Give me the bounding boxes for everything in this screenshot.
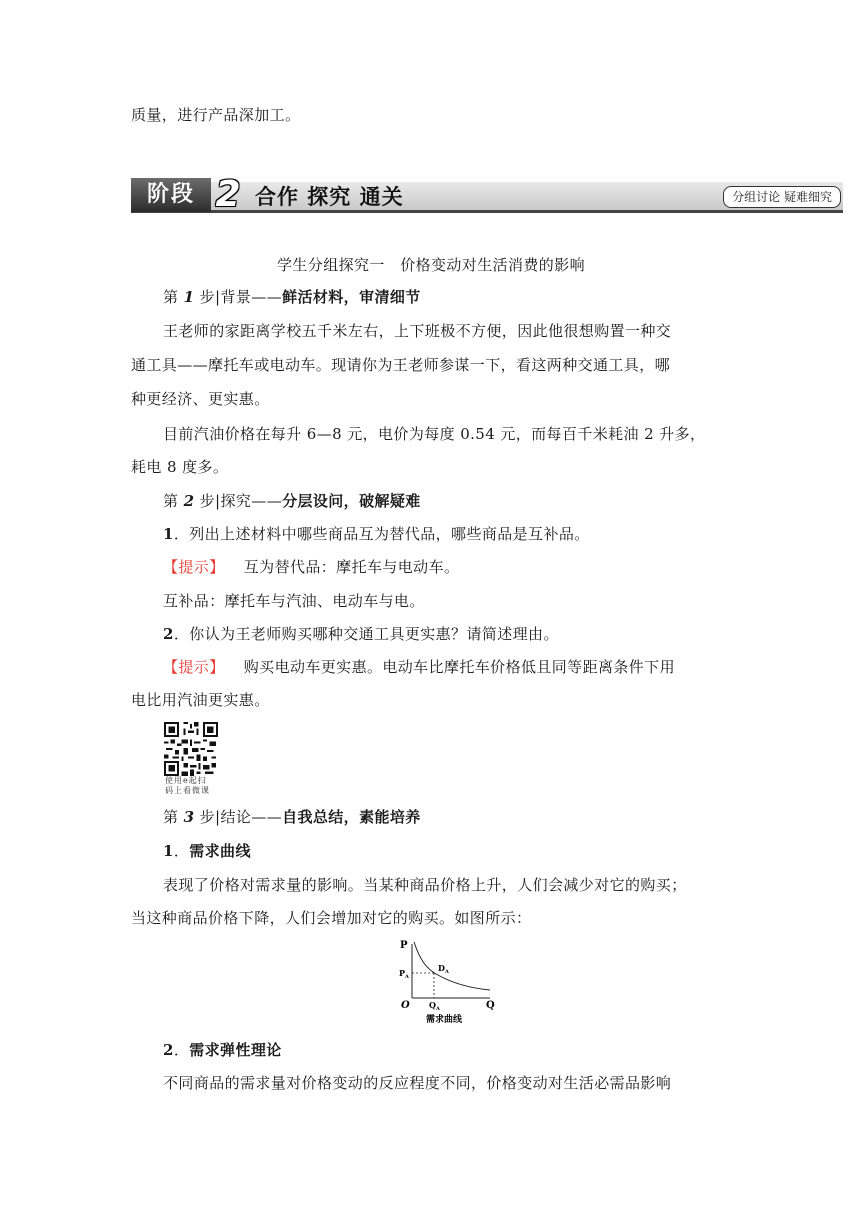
step3-heading: [163, 806, 421, 828]
step2-number: 2: [183, 492, 195, 510]
subsection-2-heading: 2．需求弹性理论: [163, 1041, 282, 1059]
step1-suffix: 步|背景——: [199, 288, 283, 306]
para2-line1: 目前汽油价格在每升 6—8 元，电价为每度 0.54 元，而每百千米耗油 2 升多，: [163, 425, 706, 443]
question-1-text: 列出上述材料中哪些商品互为替代品，哪些商品是互补品。: [189, 525, 590, 543]
step2-heading: [163, 490, 421, 512]
x-axis-label: Q: [486, 1000, 495, 1011]
answer-1-line1: 互为替代品：摩托车与电动车。: [243, 558, 460, 576]
demand-curve-chart: [398, 938, 498, 1028]
step3-title: 自我总结，素能培养: [282, 808, 421, 826]
intro-paragraph: 质量，进行产品深加工。: [131, 106, 301, 124]
hint-label: 【提示】: [163, 658, 225, 676]
stage-number: 2: [215, 174, 241, 215]
answer-1-line2: 互补品：摩托车与汽油、电动车与电。: [163, 592, 425, 610]
para1-line1: 王老师的家距离学校五千米左右，上下班极不方便，因此他很想购置一种交: [163, 322, 672, 340]
point-label: $D_A$: [438, 963, 449, 975]
subsection-1-number: 1: [163, 842, 174, 860]
qr-caption: [165, 776, 225, 796]
para4-line1: 不同商品的需求量对价格变动的反应程度不同，价格变动对生活必需品影响: [163, 1074, 672, 1092]
stage-banner: [131, 174, 843, 215]
stage-title: 合作 探究 通关: [255, 185, 404, 209]
qr-code-icon[interactable]: [164, 722, 218, 776]
answer-2: [163, 656, 675, 678]
qr-caption-line1: 使用e起扫: [165, 776, 207, 785]
quantity-label: $Q_A$: [429, 1000, 440, 1012]
answer-2-line1: 购买电动车更实惠。电动车比摩托车价格低且同等距离条件下用: [243, 658, 675, 676]
para2-line2: 耗电 8 度多。: [131, 458, 229, 476]
step1-number: 1: [183, 288, 195, 306]
hint-label: 【提示】: [163, 558, 225, 576]
subsection-2-title: 需求弹性理论: [189, 1041, 282, 1059]
y-axis-label: P: [400, 940, 408, 951]
para1-line2: 通工具——摩托车或电动车。现请你为王老师参谋一下，看这两种交通工具，哪: [131, 356, 671, 374]
step1-prefix: 第: [163, 288, 179, 306]
question-2-number: 2: [163, 625, 174, 643]
subsection-2-number: 2: [163, 1041, 174, 1059]
origin-label: O: [401, 1000, 410, 1011]
demand-curve: [414, 942, 490, 990]
step3-suffix: 步|结论——: [199, 808, 283, 826]
answer-2-line2: 电比用汽油更实惠。: [131, 691, 270, 709]
para3-line1: 表现了价格对需求量的影响。当某种商品价格上升，人们会减少对它的购买；: [163, 876, 687, 894]
stage-tag: 分组讨论 疑难细究: [723, 186, 841, 208]
step3-prefix: 第: [163, 808, 179, 826]
question-2-text: 你认为王老师购买哪种交通工具更实惠？请简述理由。: [189, 625, 559, 643]
question-1-number: 1: [163, 525, 174, 543]
step2-prefix: 第: [163, 492, 179, 510]
step2-title: 分层设问，破解疑难: [282, 492, 421, 510]
step1-heading: [163, 286, 421, 308]
section-title: 学生分组探究一 价格变动对生活消费的影响: [277, 256, 586, 274]
answer-1: [163, 556, 459, 578]
subsection-1-title: 需求曲线: [189, 842, 251, 860]
question-1: 1．列出上述材料中哪些商品互为替代品，哪些商品是互补品。: [163, 525, 590, 543]
subsection-1-heading: 1．需求曲线: [163, 842, 251, 860]
para1-line3: 种更经济、更实惠。: [131, 390, 270, 408]
price-label: $P_A$: [399, 968, 409, 980]
chart-title: 需求曲线: [426, 1015, 463, 1025]
step2-suffix: 步|探究——: [199, 492, 283, 510]
qr-caption-line2: 码上看微课: [165, 786, 210, 795]
para3-line2: 当这种商品价格下降，人们会增加对它的购买。如图所示：: [131, 909, 532, 927]
stage-label: 阶段: [131, 178, 211, 212]
step1-title: 鲜活材料，审清细节: [282, 288, 421, 306]
step3-number: 3: [183, 808, 195, 826]
question-2: 2．你认为王老师购买哪种交通工具更实惠？请简述理由。: [163, 625, 559, 643]
